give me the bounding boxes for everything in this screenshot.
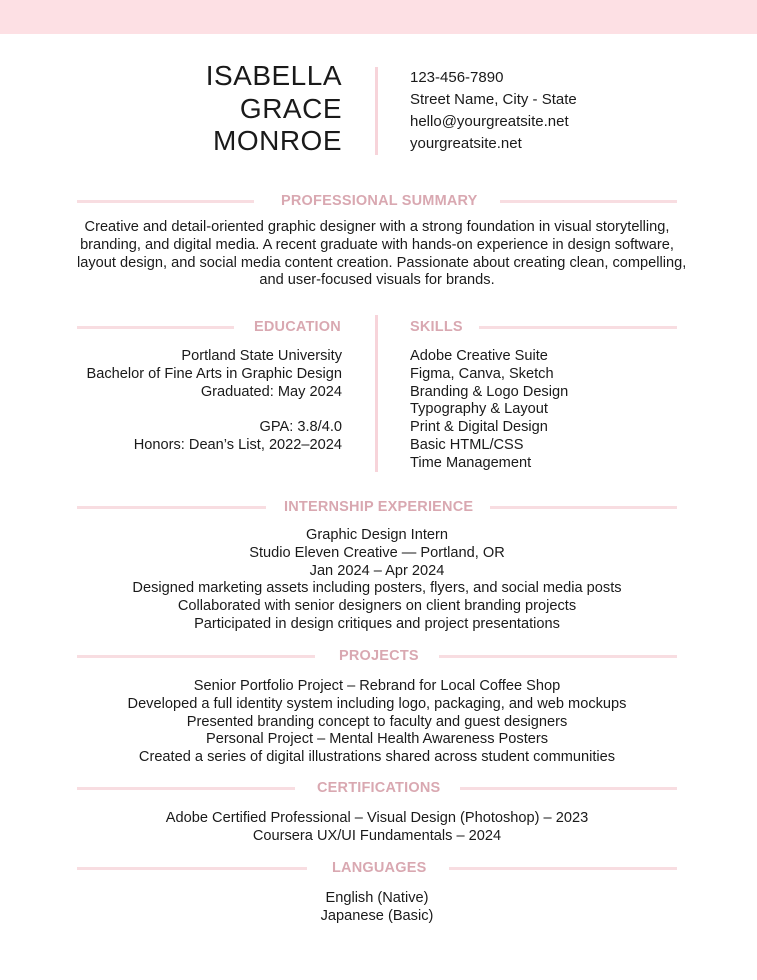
skill-item: Branding & Logo Design	[410, 383, 569, 400]
heading-rule-right	[460, 787, 677, 790]
resume-header	[0, 60, 757, 160]
project-line: Presented branding concept to faculty and guest designers	[186, 713, 568, 730]
education-details	[86, 348, 342, 455]
skill-item: Basic HTML/CSS	[410, 436, 524, 453]
heading-rule-left	[77, 506, 266, 509]
section-title-skills: SKILLS	[410, 319, 463, 335]
heading-rule-left	[77, 787, 295, 790]
section-title-summary: PROFESSIONAL SUMMARY	[281, 193, 478, 209]
internship-line: Collaborated with senior designers on client branding projects	[177, 598, 577, 615]
heading-rule-left	[77, 200, 254, 203]
internship-line: Jan 2024 – Apr 2024	[309, 562, 445, 579]
section-title-languages: LANGUAGES	[332, 860, 427, 876]
heading-rule-right	[500, 200, 677, 203]
heading-rule-right	[449, 867, 677, 870]
heading-rule-right	[479, 326, 677, 329]
project-line: Senior Portfolio Project – Rebrand for Local Coffee Shop	[193, 678, 561, 694]
education-degree: Bachelor of Fine Arts in Graphic Design	[86, 365, 342, 382]
project-line: Created a series of digital illustrations shared across student communities	[138, 749, 616, 766]
summary-heading	[77, 191, 677, 211]
language-line: English (Native)	[325, 890, 429, 906]
internship-line: Graphic Design Intern	[306, 527, 448, 543]
certification-line: Adobe Certified Professional – Visual Design (Photoshop) – 2023	[165, 810, 589, 826]
name-middle: GRACE	[239, 92, 342, 124]
skills-list	[410, 348, 568, 473]
internship-line: Participated in design critiques and project presentations	[194, 615, 560, 632]
full-name	[206, 60, 342, 158]
certifications-heading	[77, 778, 677, 798]
contact-info	[410, 67, 577, 155]
projects-details	[77, 678, 677, 767]
education-heading	[77, 317, 342, 337]
projects-heading	[77, 646, 677, 666]
skill-item: Figma, Canva, Sketch	[410, 365, 554, 382]
summary-line: layout design, and social media content creation. Passionate about creating clean, compelling,	[77, 254, 687, 271]
education-graduated: Graduated: May 2024	[200, 383, 342, 400]
summary-line: and user-focused visuals for brands.	[259, 272, 495, 289]
project-line: Developed a full identity system including logo, packaging, and web mockups	[127, 695, 627, 712]
internship-heading	[77, 497, 677, 517]
heading-rule-right	[439, 655, 677, 658]
education-gpa: GPA: 3.8/4.0	[259, 419, 342, 436]
section-title-internship: INTERNSHIP EXPERIENCE	[284, 499, 474, 515]
languages-heading	[77, 858, 677, 878]
skill-item: Print & Digital Design	[410, 419, 548, 436]
section-title-projects: PROJECTS	[339, 648, 419, 664]
name-first: ISABELLA	[205, 60, 342, 91]
education-school: Portland State University	[181, 348, 342, 364]
header-divider	[375, 67, 378, 155]
languages-details	[77, 890, 677, 926]
internship-details	[77, 527, 677, 634]
spacer	[86, 401, 342, 419]
column-divider	[375, 315, 378, 472]
certifications-details	[77, 810, 677, 846]
heading-rule-left	[77, 326, 234, 329]
section-title-certifications: CERTIFICATIONS	[317, 780, 441, 796]
summary-text	[77, 219, 687, 290]
skill-item: Time Management	[410, 454, 532, 471]
contact-website[interactable]: yourgreatsite.net	[410, 135, 522, 152]
summary-line: Creative and detail-oriented graphic designer with a strong foundation in visual storytelling,	[84, 219, 670, 235]
heading-rule-left	[77, 655, 315, 658]
internship-line: Designed marketing assets including posters, flyers, and social media posts	[132, 580, 622, 597]
heading-rule-right	[490, 506, 677, 509]
section-title-education: EDUCATION	[254, 319, 341, 335]
heading-rule-left	[77, 867, 307, 870]
name-last: MONROE	[213, 125, 342, 156]
contact-phone: 123-456-7890	[410, 69, 504, 86]
contact-email[interactable]: hello@yourgreatsite.net	[410, 113, 569, 130]
education-honors: Honors: Dean’s List, 2022–2024	[133, 436, 342, 453]
skill-item: Typography & Layout	[410, 401, 548, 418]
certification-line: Coursera UX/UI Fundamentals – 2024	[252, 827, 502, 844]
summary-line: branding, and digital media. A recent graduate with hands-on experience in design software,	[80, 236, 674, 253]
contact-address: Street Name, City - State	[410, 91, 577, 108]
project-line: Personal Project – Mental Health Awareness Posters	[205, 731, 549, 748]
skill-item: Adobe Creative Suite	[410, 348, 548, 364]
skills-heading	[410, 317, 677, 337]
top-accent-band	[0, 0, 757, 34]
internship-line: Studio Eleven Creative — Portland, OR	[249, 544, 505, 561]
language-line: Japanese (Basic)	[320, 907, 434, 924]
